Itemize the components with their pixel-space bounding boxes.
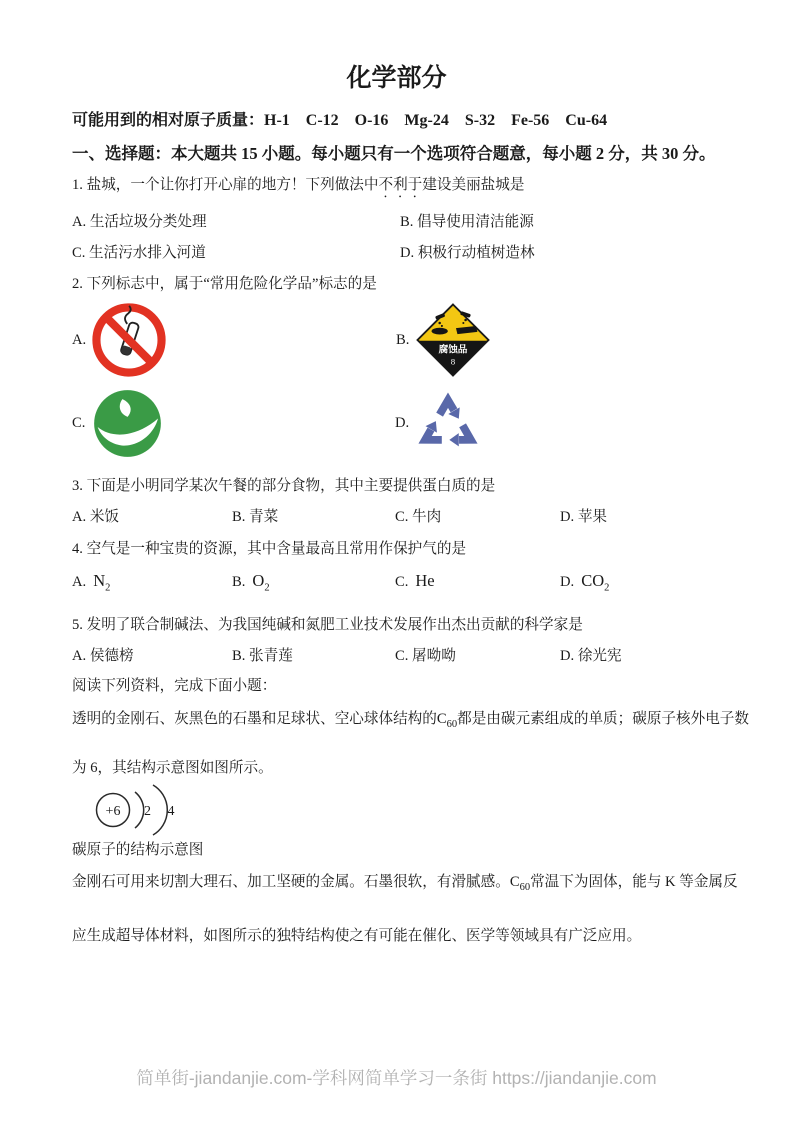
q4-options-row: [72, 569, 721, 600]
q2-sign-row-2: [72, 386, 721, 460]
q2-option-label-d: D.: [395, 414, 410, 431]
q2-stem: 2. 下列标志中，属于“常用危险化学品”标志的是: [72, 276, 377, 292]
reading-para2-line2: 应生成超导体材料，如图所示的独特结构使之有可能在催化、医学等领域具有广泛应用。: [72, 928, 642, 945]
q1-option-c: C. 生活污水排入河道: [72, 245, 206, 261]
reading-para2-line1: 金刚石可用来切割大理石、加工坚硬的金属。石墨很软，有滑腻感。$C_{60}$常温下为固体，能与 K 等金属反: [72, 874, 738, 894]
q1-stem-prefix: 1. 盐城，一个让你打开心扉的地方！下列做法中: [72, 177, 379, 193]
green-food-icon: [92, 388, 163, 459]
q3-option-b: B. 青菜: [232, 509, 279, 525]
c60-subscript: 60: [446, 719, 458, 731]
page-title: 化学部分: [346, 65, 447, 92]
q2-option-label-b: B.: [396, 331, 410, 348]
q1-option-b: B. 倡导使用清洁能源: [400, 214, 534, 230]
corrosive-icon: [416, 303, 490, 377]
q5-option-c: C. 屠呦呦: [395, 648, 456, 665]
exam-content: [72, 0, 749, 947]
corrosive-sign-number: 8: [450, 356, 456, 367]
page-footer: 简单街-jiandanjie.com-学科网简单学习一条街 https://jiandanjie.com: [136, 1068, 657, 1088]
recycling-arrows: [419, 400, 475, 450]
c60-subscript-2: 60: [519, 882, 531, 894]
q3-option-d: D. 苹果: [560, 509, 608, 525]
carbon-atom-structure-diagram: [89, 783, 199, 837]
q5-option-d: D. 徐光宪: [560, 648, 622, 665]
q3-option-c: C. 牛肉: [395, 509, 442, 525]
shell-2-electron-count: 4: [167, 804, 175, 820]
q2-sign-row-1: [72, 300, 721, 380]
nucleus-charge-label: +6: [105, 804, 121, 820]
section-header: 一、选择题：本大题共 15 小题。每小题只有一个选项符合题意，每小题 2 分，共 30 分。: [72, 144, 716, 163]
q4-option-d: D. $CO_2$: [560, 571, 610, 594]
q3-options-row: [72, 507, 721, 527]
electron-shell-1-arc: [135, 792, 144, 828]
recycling-icon: [415, 390, 481, 456]
reading-intro: 阅读下列资料，完成下面小题：: [72, 678, 277, 695]
q1-stem-emphasized: 不利于: [378, 177, 423, 193]
electron-shell-2-arc: [153, 785, 167, 835]
q2-option-label-a: A.: [72, 331, 87, 348]
q5-stem: 5. 发明了联合制碱法、为我国纯碱和氮肥工业技术发展作出杰出贡献的科学家是: [72, 617, 583, 634]
q4-stem: 4. 空气是一种宝贵的资源，其中含量最高且常用作保护气的是: [72, 541, 467, 557]
q1-options-row-1: [72, 212, 721, 232]
reading-para1-line2: 为 6，其结构示意图如图所示。: [72, 760, 273, 777]
q5-options-row: [72, 646, 721, 666]
q3-option-a: A. 米饭: [72, 509, 120, 525]
q1-option-a: A. 生活垃圾分类处理: [72, 214, 207, 230]
q2-option-label-c: C.: [72, 414, 86, 431]
corrosive-sign-text: 腐蚀品: [438, 344, 468, 356]
q4-option-b: B. $O_2$: [232, 571, 270, 594]
q4-option-a: A. $N_2$: [72, 571, 111, 594]
no-smoking-icon: [92, 303, 166, 377]
q1-options-row-2: [72, 243, 721, 263]
diagram-caption: 碳原子的结构示意图: [72, 842, 204, 859]
q5-option-a: A. 侯德榜: [72, 648, 134, 665]
q1-stem-suffix: 建设美丽盐城是: [422, 177, 525, 193]
atomic-masses-line: 可能用到的相对原子质量：H-1 C-12 O-16 Mg-24 S-32 Fe-56 Cu-64: [72, 112, 608, 129]
q1-stem: [72, 175, 721, 201]
q5-option-b: B. 张青莲: [232, 648, 293, 665]
q1-option-d: D. 积极行动植树造林: [400, 245, 535, 261]
green-circle: [94, 390, 161, 457]
reading-para1-line1: 透明的金刚石、灰黑色的石墨和足球状、空心球体结构的$C_{60}$都是由碳元素组成的单质；碳原子核外电子数: [72, 711, 749, 731]
q4-option-c: C. He: [395, 571, 435, 590]
shell-1-electron-count: 2: [144, 804, 151, 820]
q3-stem: 3. 下面是小明同学某次午餐的部分食物，其中主要提供蛋白质的是: [72, 478, 496, 494]
